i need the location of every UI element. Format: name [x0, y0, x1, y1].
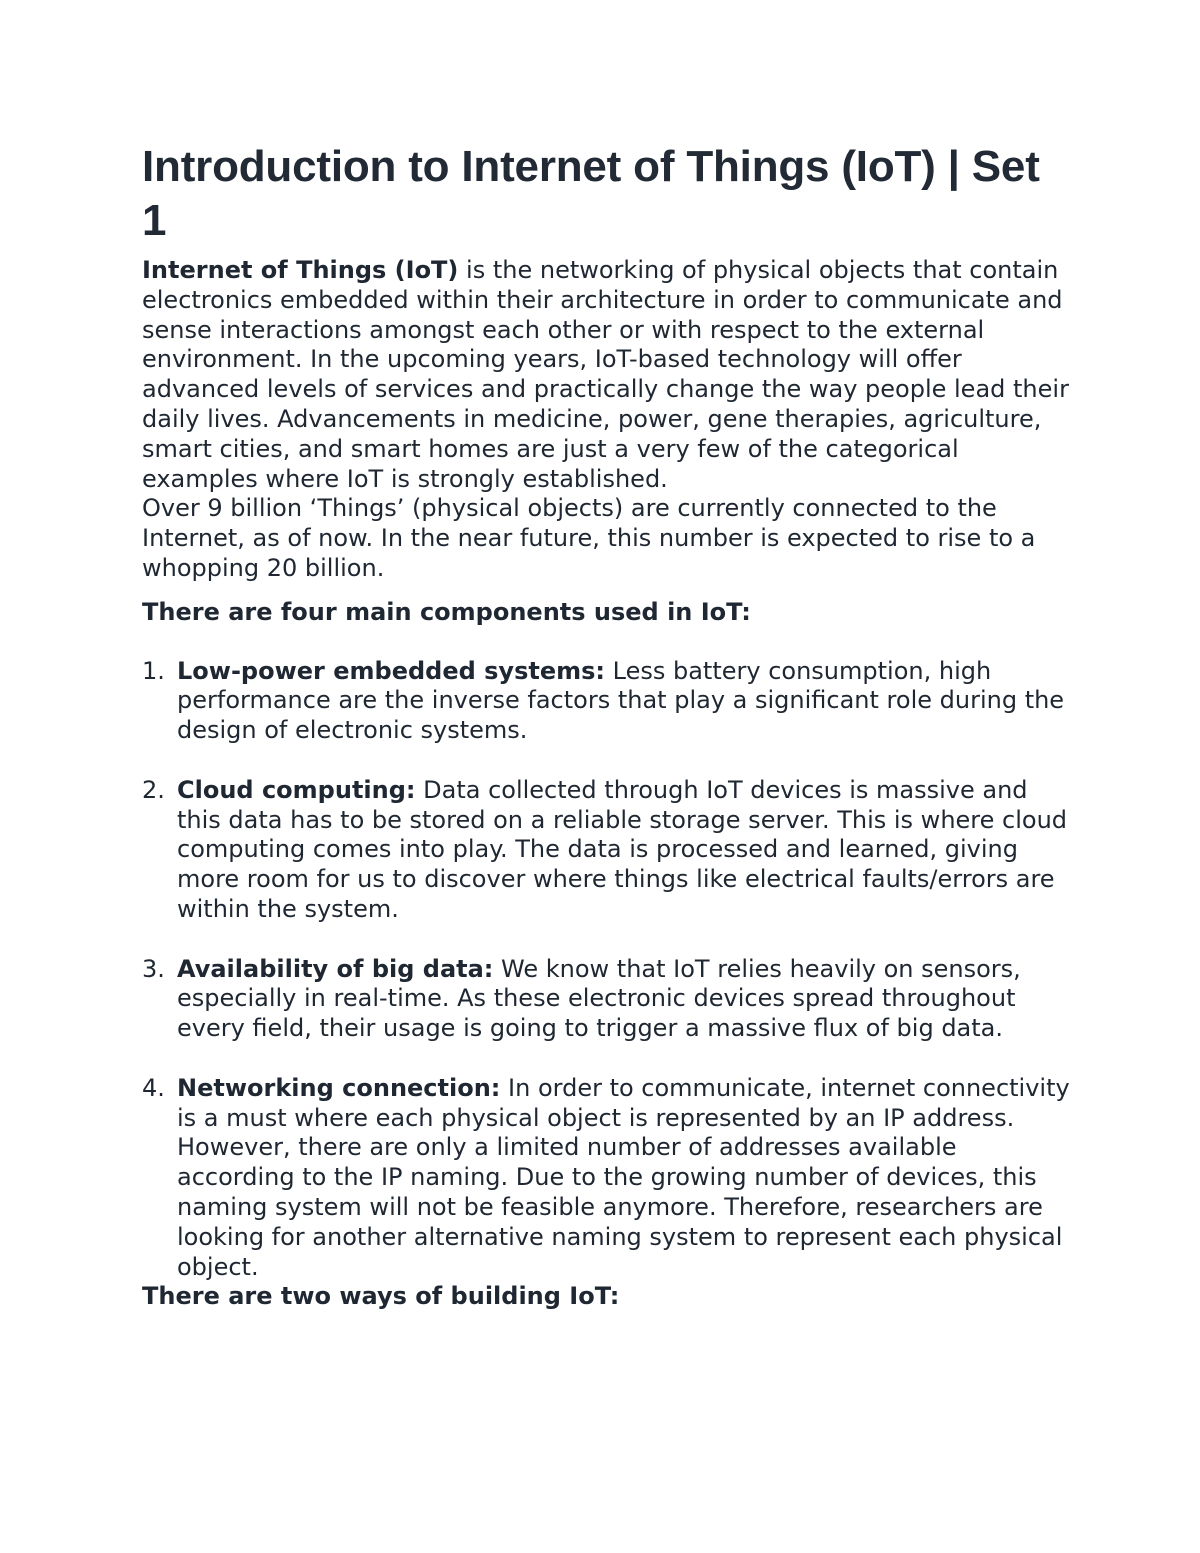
list-item-number: 1. [142, 656, 165, 685]
page-title: Introduction to Internet of Things (IoT) | Set 1 [142, 142, 1040, 245]
list-item-number: 2. [142, 775, 165, 804]
list-item-number: 3. [142, 954, 165, 983]
intro-paragraph [142, 256, 1072, 494]
document-page [142, 140, 1072, 1312]
components-list [142, 657, 1072, 1283]
list-item-number: 4. [142, 1073, 165, 1102]
list-item-term: Cloud computing: [177, 775, 416, 804]
ways-heading: There are two ways of building IoT: [142, 1282, 620, 1311]
list-item-text: We know that IoT relies heavily on sensors, especially in real-time. As these electronic devices spread throughout every field, their usage is going to trigger a massive flux of big data. [177, 954, 1021, 1043]
list-item-term: Networking connection: [177, 1073, 501, 1102]
intro-text: is the networking of physical objects that contain electronics embedded within their architecture in order to communicate and sense interactions amongst each other or with respect to the external environment. In the upcoming years, IoT-based technology will offer advanced levels of services and practically change the way people lead their daily lives. Advancements in medicine, power, gene therapies, agriculture, smart cities, and smart homes are just a very few of the categorical examples where IoT is strongly established. [142, 256, 1069, 493]
list-item-term: Availability of big data: [177, 954, 494, 983]
list-item [142, 657, 1072, 746]
list-item-text: In order to communicate, internet connectivity is a must where each physical object is represented by an IP address. However, there are only a limited number of addresses available according to the IP naming. Due to the growing number of devices, this naming system will not be feasible anymore. Therefore, researchers are looking for another alternative naming system to represent each physical object. [177, 1073, 1070, 1281]
list-item [142, 776, 1072, 925]
list-item-text: Less battery consumption, high performance are the inverse factors that play a significant role during the design of electronic systems. [177, 656, 1065, 745]
list-item [142, 955, 1072, 1044]
stats-paragraph: Over 9 billion ‘Things’ (physical objects) are currently connected to the Internet, as of now. In the near future, this number is expected to rise to a whopping 20 billion. [142, 494, 1036, 582]
list-item-text: Data collected through IoT devices is massive and this data has to be stored on a reliable storage server. This is where cloud computing comes into play. The data is processed and learned, giving more room for us to discover where things like electrical faults/errors are within the system. [177, 775, 1068, 923]
components-heading: There are four main components used in IoT: [142, 597, 751, 626]
intro-term: Internet of Things (IoT) [142, 256, 459, 284]
list-item-term: Low-power embedded systems: [177, 656, 605, 685]
list-item [142, 1074, 1072, 1283]
